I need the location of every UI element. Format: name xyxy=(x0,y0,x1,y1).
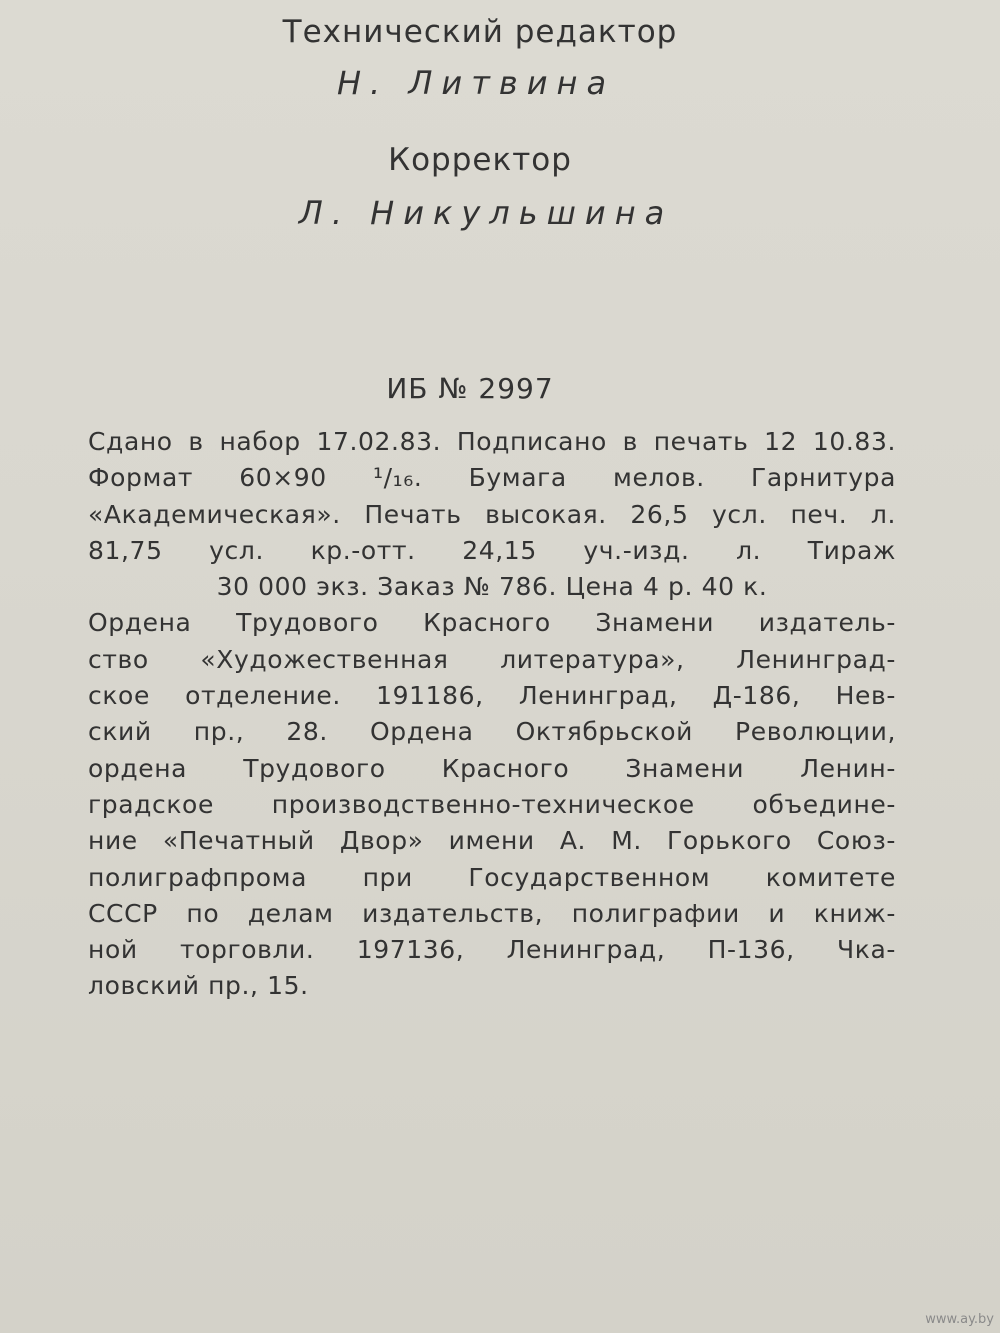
colophon-line: полиграфпрома при Государственном комитете xyxy=(88,862,896,892)
colophon-line: градское производственно-техническое объедине- xyxy=(88,789,896,819)
corrector-role: Корректор xyxy=(388,142,572,178)
colophon-line: ское отделение. 191186, Ленинград, Д-186, Нев- xyxy=(88,681,896,711)
colophon-line: 81,75 усл. кр.-отт. 24,15 уч.-изд. л. Тираж xyxy=(88,535,896,565)
tech-editor-role: Технический редактор xyxy=(282,14,678,50)
colophon-line: Формат 60×90 ¹/₁₆. Бумага мелов. Гарнитура xyxy=(88,463,896,493)
colophon-line: ловский пр., 15. xyxy=(88,971,309,1001)
colophon-line: Ордена Трудового Красного Знамени издатель- xyxy=(88,608,896,638)
site-watermark: www.ay.by xyxy=(925,1312,994,1327)
colophon-line: ние «Печатный Двор» имени А. М. Горького Союз- xyxy=(88,826,896,856)
tech-editor-name: Н. Литвина xyxy=(336,64,616,102)
ib-number: ИБ № 2997 xyxy=(386,372,554,405)
colophon-line: СССР по делам издательств, полиграфии и книж- xyxy=(88,898,896,928)
colophon-line: ордена Трудового Красного Знамени Ленин- xyxy=(88,753,896,783)
colophon-line: Сдано в набор 17.02.83. Подписано в печать 12 10.83. xyxy=(88,427,896,456)
colophon-line: ной торговли. 197136, Ленинград, П-136, Чка- xyxy=(88,935,896,965)
colophon-text xyxy=(88,424,896,1005)
corrector-name: Л. Никульшина xyxy=(298,194,674,232)
colophon-line: ский пр., 28. Ордена Октябрьской Революции, xyxy=(88,717,896,747)
colophon-line: 30 000 экз. Заказ № 786. Цена 4 р. 40 к. xyxy=(216,572,768,602)
colophon-line: ство «Художественная литература», Ленинград- xyxy=(88,644,896,674)
colophon-line: «Академическая». Печать высокая. 26,5 усл. печ. л. xyxy=(88,499,896,529)
